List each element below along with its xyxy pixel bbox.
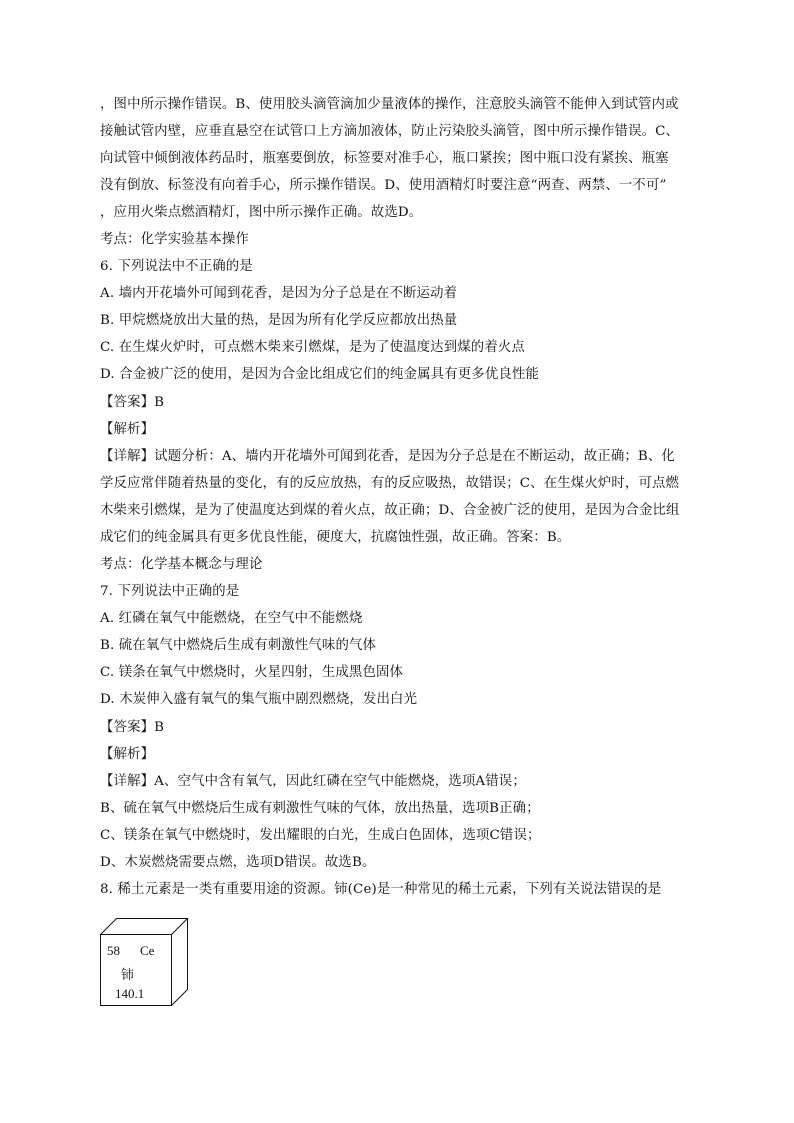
option-line: A. 红磷在氧气中能燃烧，在空气中不能燃烧 <box>100 611 363 626</box>
text-line: D、木炭燃烧需要点燃，选项D错误。故选B。 <box>100 855 376 870</box>
element-cell-cerium <box>100 918 192 1008</box>
option-line: C. 镁条在氧气中燃烧时，火星四射，生成黑色固体 <box>100 665 404 680</box>
text-line: C、镁条在氧气中燃烧时，发出耀眼的白光，生成白色固体，选项C错误； <box>100 828 541 843</box>
answer-line: 【答案】B <box>100 720 165 735</box>
option-line: A. 墙内开花墙外可闻到花香，是因为分子总是在不断运动着 <box>100 286 458 301</box>
analysis-heading: 【解析】 <box>100 422 155 437</box>
element-name: 铈 <box>121 968 135 983</box>
text-line: B、硫在氧气中燃烧后生成有刺激性气味的气体，放出热量，选项B正确； <box>100 801 540 816</box>
element-cell-frame <box>100 918 192 1008</box>
topic-line: 考点：化学实验基本操作 <box>100 232 249 247</box>
text-line: 接触试管内壁，应垂直悬空在试管口上方滴加液体，防止污染胶头滴管，图中所示操作错误。C、 <box>100 124 680 139</box>
option-line: B. 硫在氧气中燃烧后生成有刺激性气味的气体 <box>100 638 377 653</box>
text-line: 学反应常伴随着热量的变化，有的反应放热，有的反应吸热，故错误；C、在生煤火炉时，可点燃 <box>100 476 680 491</box>
question-title: 8. 稀土元素是一类有重要用途的资源。铈(Ce)是一种常见的稀土元素，下列有关说法错误的是 <box>100 882 662 897</box>
element-symbol: Ce <box>140 943 155 958</box>
answer-line: 【答案】B <box>100 395 165 410</box>
option-line: B. 甲烷燃烧放出大量的热，是因为所有化学反应都放出热量 <box>100 313 458 328</box>
text-line: 向试管中倾倒液体药品时，瓶塞要倒放，标签要对准手心，瓶口紧挨；图中瓶口没有紧挨、瓶塞 <box>100 151 669 166</box>
text-line: 【详解】A、空气中含有氧气，因此红磷在空气中能燃烧，选项A错误； <box>100 774 526 789</box>
option-line: C. 在生煤火炉时，可点燃木柴来引燃煤，是为了使温度达到煤的着火点 <box>100 340 525 355</box>
atomic-mass: 140.1 <box>115 986 145 1001</box>
topic-line: 考点：化学基本概念与理论 <box>100 557 263 572</box>
text-line: 木柴来引燃煤，是为了使温度达到煤的着火点，故正确；D、合金被广泛的使用，是因为合金比组 <box>100 503 680 518</box>
question-title: 6. 下列说法中不正确的是 <box>100 259 253 274</box>
atomic-number: 58 <box>107 943 120 958</box>
text-line: ，图中所示操作错误。B、使用胶头滴管滴加少量液体的操作，注意胶头滴管不能伸入到试管内或 <box>100 97 679 112</box>
option-line: D. 合金被广泛的使用，是因为合金比组成它们的纯金属具有更多优良性能 <box>100 367 539 382</box>
question-title: 7. 下列说法中正确的是 <box>100 584 240 599</box>
text-line: 成它们的纯金属具有更多优良性能，硬度大，抗腐蚀性强，故正确。答案：B。 <box>100 530 571 545</box>
text-line: 【详解】试题分析：A、墙内开花墙外可闻到花香，是因为分子总是在不断运动，故正确；B、化 <box>100 449 675 464</box>
text-line: ，应用火柴点燃酒精灯，图中所示操作正确。故选D。 <box>100 205 423 220</box>
option-line: D. 木炭伸入盛有氧气的集气瓶中剧烈燃烧，发出白光 <box>100 692 418 707</box>
analysis-heading: 【解析】 <box>100 747 155 762</box>
text-line: 没有倒放、标签没有向着手心，所示操作错误。D、使用酒精灯时要注意“两查、两禁、一不可” <box>100 178 667 193</box>
